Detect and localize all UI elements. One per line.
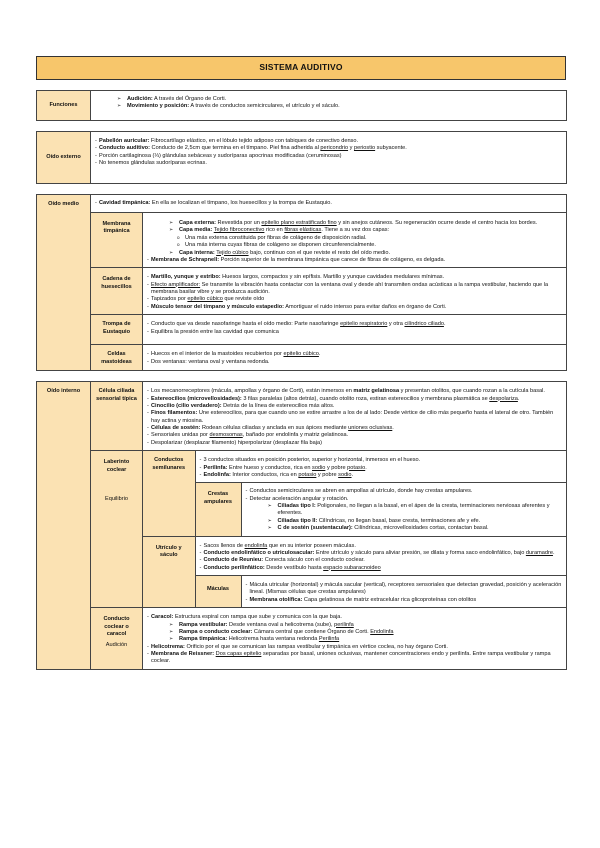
cavidad-timpanica: - Cavidad timpánica: En ella se localizan el tímpano, los huesecillos y la trompa de Eustaquio. — [91, 195, 567, 213]
externo-row — [37, 132, 567, 184]
laberinto-note: Equilibrio — [104, 495, 128, 502]
utriculo-content: - Sacos llenos de endolinfa que en su interior poseen máculas. - Conducto endolinfático o utriculosacular: Entre utrículo y sáculo para aliviar presión, se dilata y forma saco endolinfático, bajo duramadre. - Conducto de Reunieu: Conecta sáculo con el conducto coclear. - Conducto perilinfático: Desde vestíbulo hasta espacio subaracnoideo — [195, 536, 566, 576]
medio-cavidad-row — [37, 195, 567, 213]
conducto-row — [37, 608, 567, 670]
funciones-label: Funciones — [37, 91, 91, 121]
laberinto-inner — [143, 451, 566, 607]
capa-externa: ➢ Capa externa: Revestida por un epitelio plano estratificado fino y sin anejos cutáneos. Su regeneración ocurre desde el centro hacia los bordes. — [169, 220, 562, 227]
semi-content: - 3 conductos situados en posición posterior, superior y horizontal, inmersos en el hueso. - Perilinfa: Entre hueso y conductos, rica en sodio y pobre potasio. - Endolinfa: Interior conductos, rica en potasio y pobre sodio. — [195, 451, 566, 483]
capa-media: ➢ Capa media: Tejido fibroconectivo rico en fibras elásticas. Tiene a su vez dos capas: — [169, 227, 562, 234]
cadena-label: Cadena de huesecillos — [91, 268, 143, 315]
celdas-label: Celdas mastoideas — [91, 345, 143, 371]
externo-line: - No tenemos glándulas sudoríparas ecrinas. — [95, 160, 562, 167]
externo-content — [91, 132, 567, 184]
trompa-label: Trompa de Eustaquio — [91, 315, 143, 345]
funciones-content — [91, 91, 567, 121]
utriculo-label: Utrículo y sáculo — [143, 536, 195, 607]
membrana-label: Membrana timpánica — [91, 213, 143, 268]
externo-line: - Pabellón auricular: Fibrocartílago elástico, en el lóbulo tejido adiposo con tabiques de conectivo denso. — [95, 138, 562, 145]
maculas-content: - Mácula utricular (horizontal) y mácula sacular (vertical), receptores sensoriales que detectan gravedad, posición y aceleración lineal. (Mismas células que crestas ampulares) - Membrana otolífica: Capa gelatinosa de matriz extracelular rica glicoproteínas con otolitos — [241, 576, 566, 608]
interno-label: Oído interno — [37, 382, 91, 670]
laberinto-content — [143, 451, 567, 608]
laberinto-label — [91, 451, 143, 608]
funcion-item: ➢ Movimiento y posición: A través de conductos semicirculares, el utrículo y el sáculo. — [117, 103, 562, 110]
document-page — [36, 56, 566, 670]
maculas-label: Máculas — [195, 576, 241, 608]
celula-label: Célula ciliada sensorial típica — [91, 382, 143, 451]
page-title: SISTEMA AUDITIVO — [36, 56, 566, 80]
capa-media-sub: o Una más externa constituida por fibras de colágeno de disposición radial. — [177, 235, 562, 242]
capa-interna: ➢ Capa interna: Tejido cúbico bajo, continuo con el que reviste el resto del oído medio. — [169, 250, 562, 257]
celula-content: - Los mecanorreceptores (mácula, ampollas y órgano de Corti), están inmersos en matriz gelatinosa y presentan otolitos, que cuando rozan a la cutícula basal. - Estereocilios (microvellosidades): 3 filas paralelas (altos detrás), cuando otolito roza, estiran estereocilios y membrana plasmática se despolariza. - Cinocilio (cilio verdadero): Detrás de la línea de estereocilios más altos. - Finos filamentos: Une estereocilios, para que cuando uno se estire arrastre a los de al lado: Desde vértice de cilio más pequeño hasta el lateral de otro. También hay actina y miosina. - Células de sostén: Rodean células ciliadas y anclada en sus ápices mediante uniones oclusivas. - Sensoriales unidas por desmosomas, bañado por endolinfa y matriz gelatinosa. - Despolarizar (desplazar filamento) hiperpolarizar (desplazar fila baja) — [143, 382, 567, 451]
laberinto-row — [37, 451, 567, 608]
medio-table — [36, 194, 567, 371]
membrana-content — [143, 213, 567, 268]
conducto-title: Conducto coclear o caracol — [103, 616, 130, 637]
conducto-label — [91, 608, 143, 670]
membrana-row — [37, 213, 567, 268]
medio-label: Oído medio — [37, 195, 91, 371]
conducto-note: Audición — [105, 642, 128, 649]
membrana-schrapnell: - Membrana de Schrapnell: Porción superior de la membrana timpánica que carece de fibras de colágeno, es delgada. — [147, 257, 562, 264]
trompa-row — [37, 315, 567, 345]
trompa-content: - Conducto que va desde nasofaringe hasta el oído medio: Parte nasofaringe epitelio respiratorio y otra cilíndrico ciliado. - Equilibra la presión entre las cavidad que comunica — [143, 315, 567, 345]
externo-line: - Conducto auditivo: Conducto de 2,5cm que termina en el tímpano. Piel fina adherida al pericondrio y periostio subyacente. — [95, 145, 562, 152]
laberinto-title: Laberinto coclear — [103, 459, 130, 473]
funciones-row — [37, 91, 567, 121]
semi-label: Conductos semilunares — [143, 451, 195, 536]
celdas-row — [37, 345, 567, 371]
cadena-row — [37, 268, 567, 315]
capa-media-sub: o Una más interna cuyas fibras de colágeno se disponen circunferencialmente. — [177, 242, 562, 249]
funcion-item: ➢ Audición: A través del Órgano de Corti. — [117, 96, 562, 103]
externo-line: - Porción cartilaginosa (⅓) glándulas sebáceas y sudoríparas apocrinas modificadas (ceruminosas) — [95, 153, 562, 160]
funciones-table — [36, 90, 567, 121]
externo-label: Oído externo — [37, 132, 91, 184]
celdas-content: - Huecos en el interior de la mastoides recubiertos por epitelio cúbico. - Dos ventanas: ventana oval y ventana redonda. — [143, 345, 567, 371]
cadena-content: - Martillo, yunque y estribo: Huesos largos, compactos y sin epífisis. Martillo y yunque cavidades medulares mínimas. - Efecto amplificador: Se transmite la vibración hasta contactar con la ventana oval y desde ahí transmiten ondas acústicas a la rampa vestibular, haciendo que la membrana basilar vibre y se produzca audición. - Tapizados por epitelio cúbico que reviste oído - Músculo tensor del tímpano y músculo estapedio: Amortiguar el ruido intenso para evitar daños en órgano de Corti. — [143, 268, 567, 315]
externo-table — [36, 131, 567, 184]
crestas-content: - Conductos semicirculares se abren en ampollas al utrículo, donde hay crestas ampulares. - Detectar aceleración angular y rotación. ➢ Ciliadas tipo I: Poligonales, no llegan a la basal, en el ápex de la cresta, terminaciones nerviosas aferentes y eferentes. ➢ Ciliadas tipo II: Cilíndricas, no llegan basal, base cresta, terminaciones afe y efe. ➢ C de sostén (sustentacular): Cilíndricas, microvellosidades cortas, contactan basal. — [241, 483, 566, 536]
celula-row — [37, 382, 567, 451]
crestas-label: Crestas ampulares — [195, 483, 241, 536]
conducto-content: - Caracol: Estructura espiral con rampa que sube y comunica con la que baja. ➢ Rampa vestibular: Desde ventana oval a helicotrema (sube), perilinfa ➢ Rampa o conducto coclear: Cámara central que contiene Órgano de Corti. Endolinfa ➢ Rampa timpánica: Helicotrema hasta ventana redonda Perilinfa - Helicotrema: Orificio por el que se comunican las rampas vestibular y timpánica en vértice coclea, no hay órgano Corti. - Membrana de Reissner: Dos capas epitelio separadas por basal, uniones oclusivas, mantener concentraciones endo y perilinfa. Entre rampa vestibular y rampa coclear. — [143, 608, 567, 670]
interno-table — [36, 381, 567, 670]
